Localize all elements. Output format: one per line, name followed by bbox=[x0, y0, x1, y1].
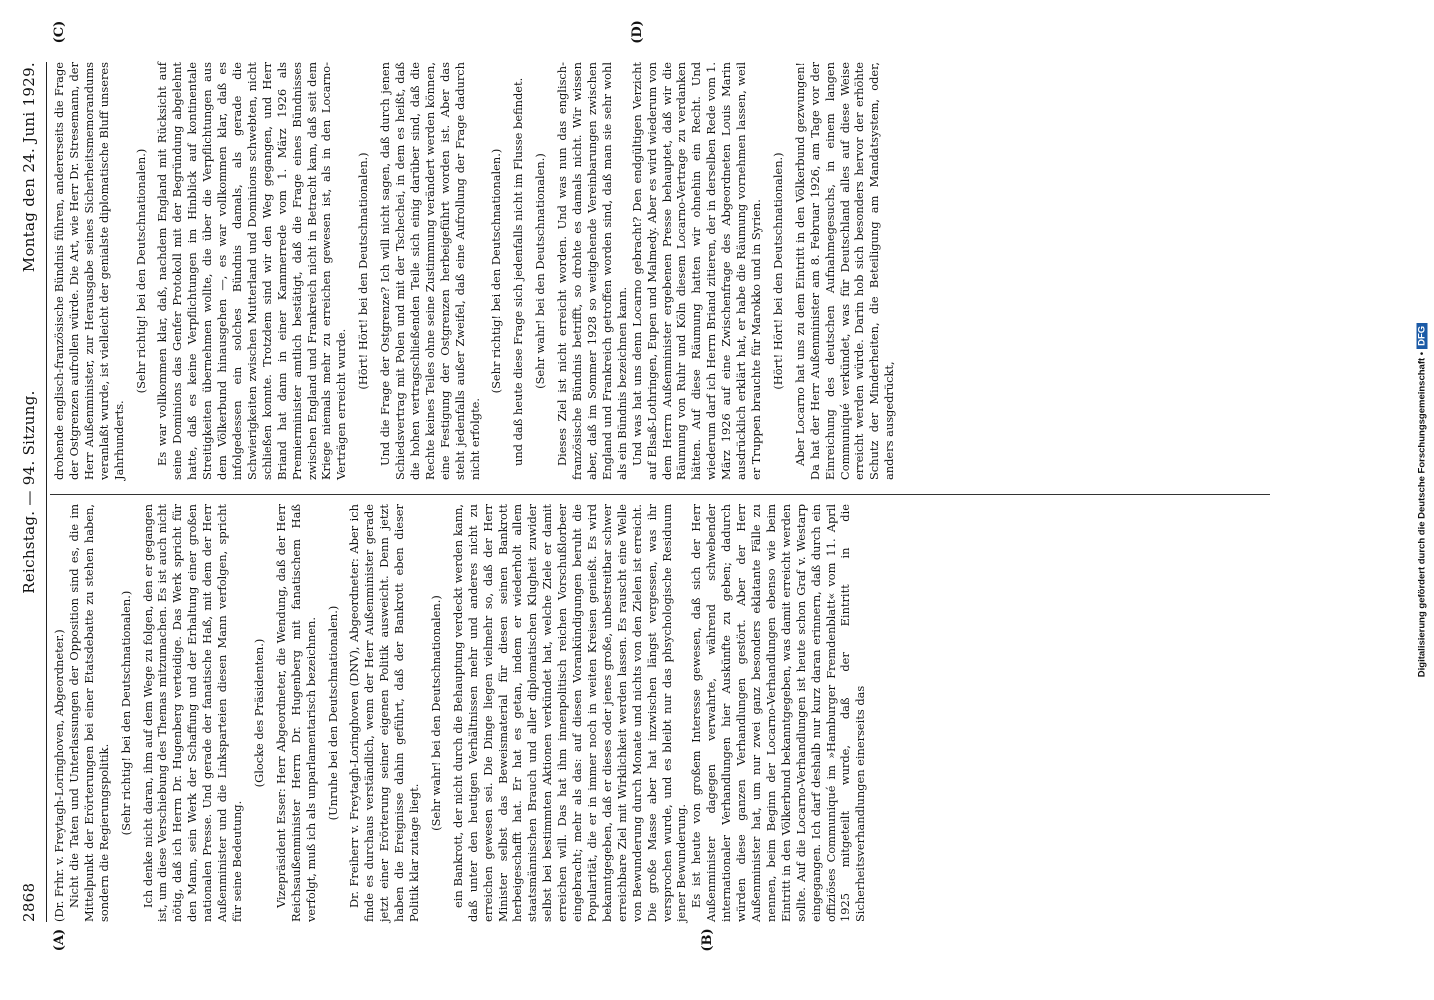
dfg-credit bbox=[1412, 10, 1432, 990]
paragraph: Vizepräsident Esser: Herr Abgeordneter, die Wendung, daß der Herr Reichsaußenminister Herrn Dr. Hugenberg mit fanatischem Haß verfolgt, muß ich als unparlamentarisch bezeichnen. bbox=[273, 504, 318, 922]
paragraph: Dieses Ziel ist nicht erreicht worden. Und was nun das englisch-französische Bündnis betrifft, so drohte es damals nicht. Wir wissen aber, daß im Sommer 1928 so weitgehende Vereinbarungen zwischen England und Frankreich getroffen worden sind, daß man sie sehr wohl als ein Bündnis bezeichnen kann. bbox=[555, 62, 629, 480]
paragraph: ein Bankrott, der nicht durch die Behauptung verdeckt werden kann, daß unter den heutigen Verhältnissen mehr und anderes nicht zu erreichen gewesen sei. Die Dinge liegen vielmehr so, daß der Herr Minister selbst das Beweismaterial für diesen seinen Bankrott herbeigeschafft hat. Er hat es getan, indem er wiederholt allem staatsmännischen Brauch und aller diplomatischen Klugheit zuwider selbst bei bestimmten Aktionen verkündet hat, welche Ziele er damit erreichen will. Das hat ihm innenpolitisch reichen Vorschußlorbeer eingebracht; mehr als das: auf diesen Vorankündigungen beruht die Popularität, die er in immer noch in weiten Kreisen genießt. Es wird bekanntgegeben, daß er dieses oder jenes große, unbestreitbar schwer erreichbare Ziel mit Wirklichkeit werden lassen. Es rauscht eine Welle von Bewunderung durch Monate und nichts von den Zielen ist erreicht. Die große Masse aber hat inzwischen längst vergessen, was ihr versprochen wurde, und es bleibt nur das phsychologische Residuum jener Bewunderung. bbox=[450, 504, 689, 922]
interjection: (Glocke des Präsidenten.) bbox=[251, 638, 266, 788]
page-number: 2868 bbox=[20, 882, 38, 922]
margin-mark-d: (D) bbox=[630, 20, 645, 44]
interjection: (Sehr richtig! bei den Deutschnationalen.) bbox=[489, 148, 504, 394]
session-title: Reichstag. — 94. Sitzung. bbox=[20, 390, 38, 594]
page-header bbox=[20, 62, 44, 922]
interjection: (Hört! Hört! bei den Deutschnationalen.) bbox=[770, 152, 785, 390]
header-rule bbox=[46, 62, 47, 922]
interjection: (Sehr richtig! bei den Deutschnationalen.) bbox=[133, 148, 148, 394]
margin-mark-a: (A) bbox=[52, 928, 67, 952]
interjection: (Sehr wahr! bei den Deutschnationalen.) bbox=[428, 595, 443, 831]
paragraph: Es war vollkommen klar, daß, nachdem England mit Rücksicht auf seine Dominions das Genfer Protokoll mit der Begründung abgelehnt hatte, daß es keine Verpflichtungen im Hinblick auf kontinentale Streitigkeiten übernehmen wollte, die über die Verpflichtungen aus dem Völkerbund hinausgehen —, es war vollkommen klar, daß es infolgedessen ein solches Bündnis damals, als gerade die Schwierigkeiten zwischen Mutterland und Dominions schwebten, nicht schließen konnte. Trotzdem sind wir den Weg gegangen, und Herr Briand hat dann in einer Kammerrede vom 1. März 1926 als Premierminister amtlich bestätigt, daß die Frage eines Bündnisses zwischen England und Frankreich nicht in Betracht kam, daß seit dem Kriege niemals mehr zu erreichen gewesen ist, als in den Locarno-Verträgen erreicht wurde. bbox=[155, 62, 349, 480]
paragraph: drohende englisch-französische Bündnis führen, andererseits die Frage der Ostgrenzen aufrollen würde. Die Art, wie Herr Dr. Stresemann, der Herr Außenminister, zur Herausgabe seines Sicherheitsmemorandums veranlaßt wurde, ist vielleicht der genialste diplomatische Bluff unseres Jahrhunderts. bbox=[52, 62, 126, 480]
paragraph: Nicht die Taten und Unterlassungen der Opposition sind es, die im Mittelpunkt der Erörterungen bei einer Etatsdebatte zu stehen haben, sondern die Regierungspolitik. bbox=[66, 504, 111, 922]
interjection: (Hört! Hört! bei den Deutschnationalen.) bbox=[356, 152, 371, 390]
paragraph: Aber Locarno hat uns zu dem Eintritt in den Völkerbund gezwungen! Da hat der Herr Außenminister am 8. Februar 1926, am Tage vor der Einreichung des deutschen Aufnahmegesuchs, in einem langen Communiqué verkündet, was für Deutschland alles auf diese Weise erreicht werden würde. Darin hob sich besonders hervor der erhöhte Schutz der Minderheiten, die Beteiligung am Mandatsystem, oder, anders ausgedrückt, bbox=[792, 62, 897, 480]
left-column bbox=[52, 504, 868, 922]
interjection: (Sehr wahr! bei den Deutschnationalen.) bbox=[533, 153, 548, 389]
dfg-logo: DFG bbox=[1417, 323, 1428, 349]
paragraph: Ich denke nicht daran, ihm auf dem Wege zu folgen, den er gegangen ist, um diese Verschiebung des Themas mitzumachen. Es ist auch nicht nötig, daß ich Herrn Dr. Hugenberg verteidige. Das Werk spricht für den Mann, sein Werk der Schaffung und der Erhaltung einer großen nationalen Presse. Und gerade der fanatische Haß, mit dem der Herr Außenminister und die Linksparteien diesen Mann verfolgen, spricht für seine Bedeutung. bbox=[140, 504, 244, 922]
paragraph: Und was hat uns denn Locarno gebracht? Den endgültigen Verzicht auf Elsaß-Lothringen, Eupen und Malmedy. Aber es wird wiederum von dem Herrn Außenminister ergebenen Presse behauptet, daß wir die Räumung von Ruhr und Köln diesem Locarno-Vertrage zu verdanken hätten. Auf diese Räumung hatten wir ohnehin ein Recht. Und wiederum darf ich Herrn Briand zitieren, der in derselben Rede vom 1. März 1926 auf eine Zwischenfrage des Abgeordneten Louis Marin ausdrücklich erklärt hat, er habe die Räumung vornehmen lassen, weil er Truppen brauchte für Marokko und in Syrien. bbox=[629, 62, 763, 480]
session-date: Montag den 24. Juni 1929. bbox=[20, 62, 38, 273]
paragraph: und daß heute diese Frage sich jedenfalls nicht im Flusse befindet. bbox=[511, 77, 526, 466]
paragraph: (Dr. Frhr. v. Freytagh-Loringhoven, Abgeordneter.) bbox=[52, 629, 66, 922]
paragraph: Und die Frage der Ostgrenze? Ich will nicht sagen, daß durch jenen Schiedsvertrag mit Polen und mit der Tschechei, in dem es heißt, daß die hohen vertragschließenden Teile sich einig darüber sind, daß die Rechte keines Teiles ohne seine Zustimmung verändert werden können, eine Festigung der Ostgrenzen herbeigeführt worden ist. Aber das steht jedenfalls außer Zweifel, daß eine Aufrollung der Frage dadurch nicht erfolgte. bbox=[378, 62, 482, 480]
interjection: (Sehr richtig! bei den Deutschnationalen.) bbox=[118, 590, 133, 836]
paragraph: Dr. Freiherr v. Freytagh-Loringhoven (DNV), Abgeordneter: Aber ich finde es durchaus verständlich, wenn der Herr Außenminister gerade jetzt einer Erörterung seiner eigenen Politik ausweicht. Denn jetzt haben die Ereignisse dahin geführt, daß der Bankrott eben dieser Politik klar zutage liegt. bbox=[347, 504, 422, 922]
margin-mark-b: (B) bbox=[700, 928, 715, 952]
column-divider bbox=[50, 494, 1270, 495]
margin-mark-c: (C) bbox=[52, 20, 67, 44]
interjection: (Unruhe bei den Deutschnationalen.) bbox=[325, 605, 340, 821]
right-column bbox=[52, 62, 897, 480]
credit-text: Digitalisierung gefördert durch die Deutsche Forschungsgemeinschaft • bbox=[1416, 351, 1428, 678]
paragraph: Es ist heute von großem Interesse gewesen, daß sich der Herr Außenminister dagegen verwahrte, während schwebender internationaler Verhandlungen hier Auskünfte zu geben; dadurch würden diese ganzen Verhandlungen gestört. Aber der Herr Außenminister hat, um nur zwei ganz besonders eklatante Fälle zu nennen, beim Beginn der Locarno-Verhandlungen ebenso wie beim Eintritt in den Völkerbund bekanntgegeben, was damit erreicht werden sollte. Auf die Locarno-Verhandlungen ist heute schon Graf v. Westarp eingegangen. Ich darf deshalb nur kurz daran erinnern, daß durch ein offiziöses Communiqué im »Hamburger Fremdenblatt« vom 11. April 1925 mitgeteilt wurde, daß der Eintritt in die Sicherheitsverhandlungen einerseits das bbox=[689, 504, 868, 922]
